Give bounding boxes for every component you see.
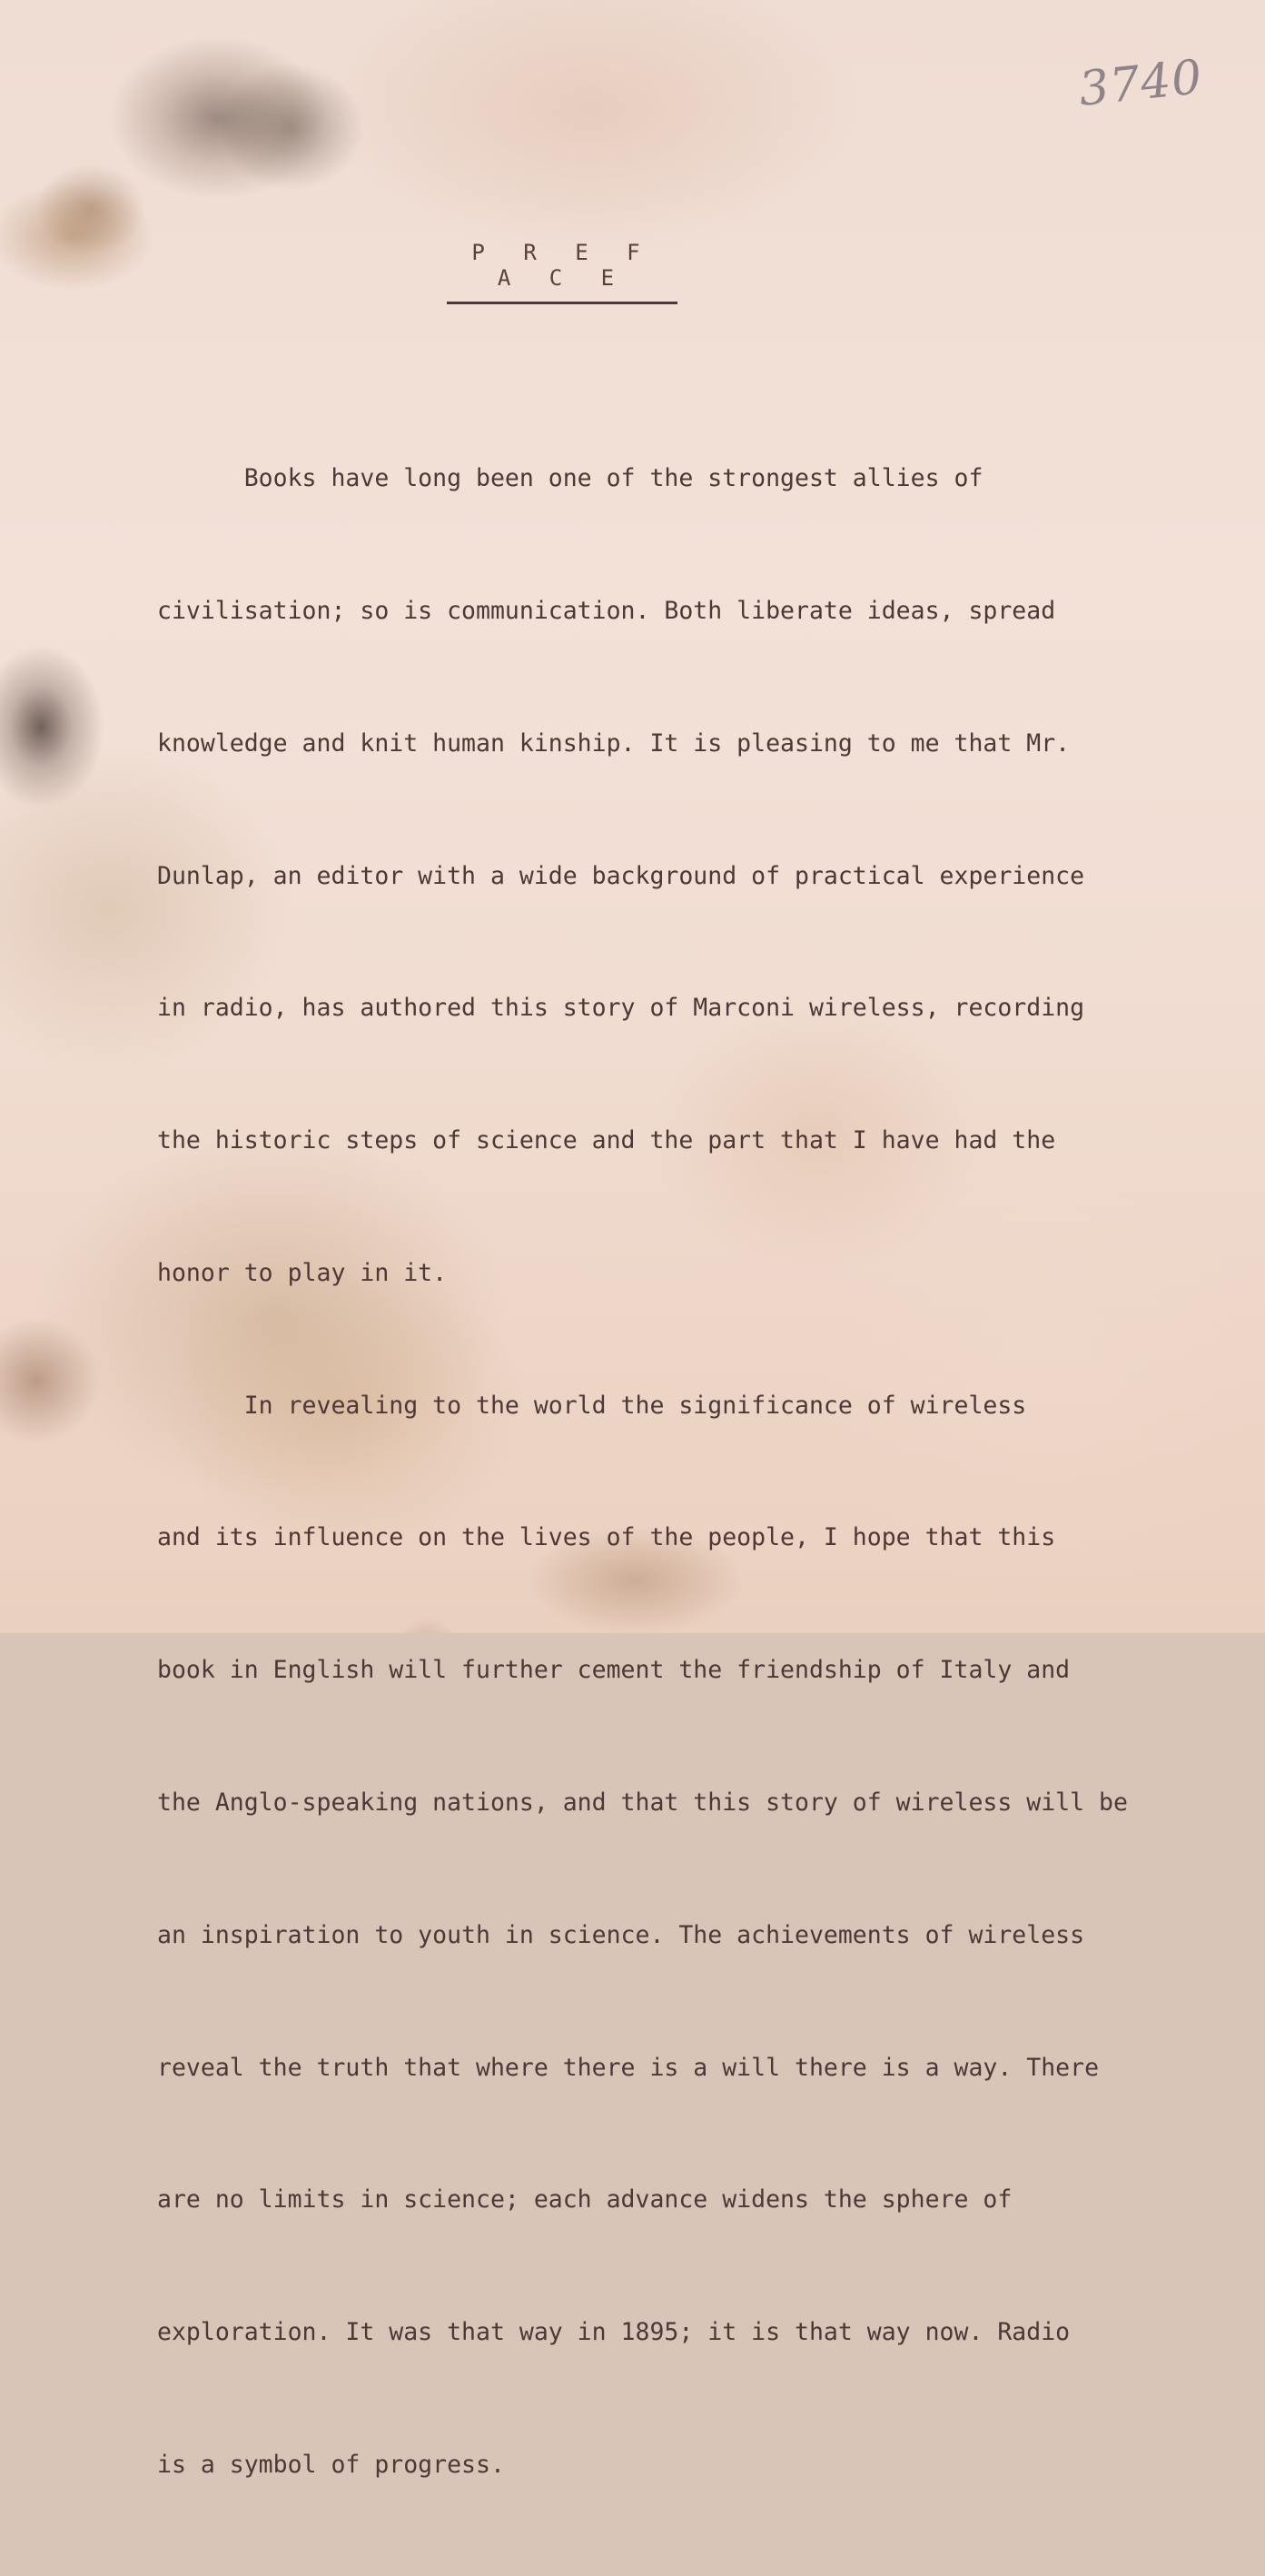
page-title: P R E F A C E <box>447 240 677 304</box>
preface-body <box>157 369 1183 2576</box>
body-line: is a symbol of progress. <box>157 2450 505 2479</box>
body-line: the historic steps of science and the part that I have had the <box>157 1126 1056 1155</box>
body-line: honor to play in it. <box>157 1258 448 1287</box>
body-line: Dunlap, an editor with a wide background of practical experience <box>157 861 1085 890</box>
body-line: the Anglo-speaking nations, and that this story of wireless will be <box>157 1788 1128 1817</box>
body-line: civilisation; so is communication. Both liberate ideas, spread <box>157 596 1056 625</box>
body-line: in radio, has authored this story of Marconi wireless, recording <box>157 994 1085 1023</box>
body-line: and its influence on the lives of the people, I hope that this <box>157 1523 1056 1552</box>
body-line: an inspiration to youth in science. The achievements of wireless <box>157 1920 1085 1949</box>
body-line: reveal the truth that where there is a will there is a way. There <box>157 2053 1100 2082</box>
body-line: knowledge and knit human kinship. It is pleasing to me that Mr. <box>157 728 1071 758</box>
body-line: book in English will further cement the friendship of Italy and <box>157 1656 1071 1685</box>
handwritten-page-number: 3740 <box>1076 50 1206 117</box>
body-line: In revealing to the world the significance of wireless <box>157 1391 1027 1420</box>
body-line: Books have long been one of the strongest allies of <box>157 464 983 493</box>
body-line: exploration. It was that way in 1895; it is that way now. Radio <box>157 2318 1071 2347</box>
body-line: are no limits in science; each advance widens the sphere of <box>157 2185 1013 2214</box>
